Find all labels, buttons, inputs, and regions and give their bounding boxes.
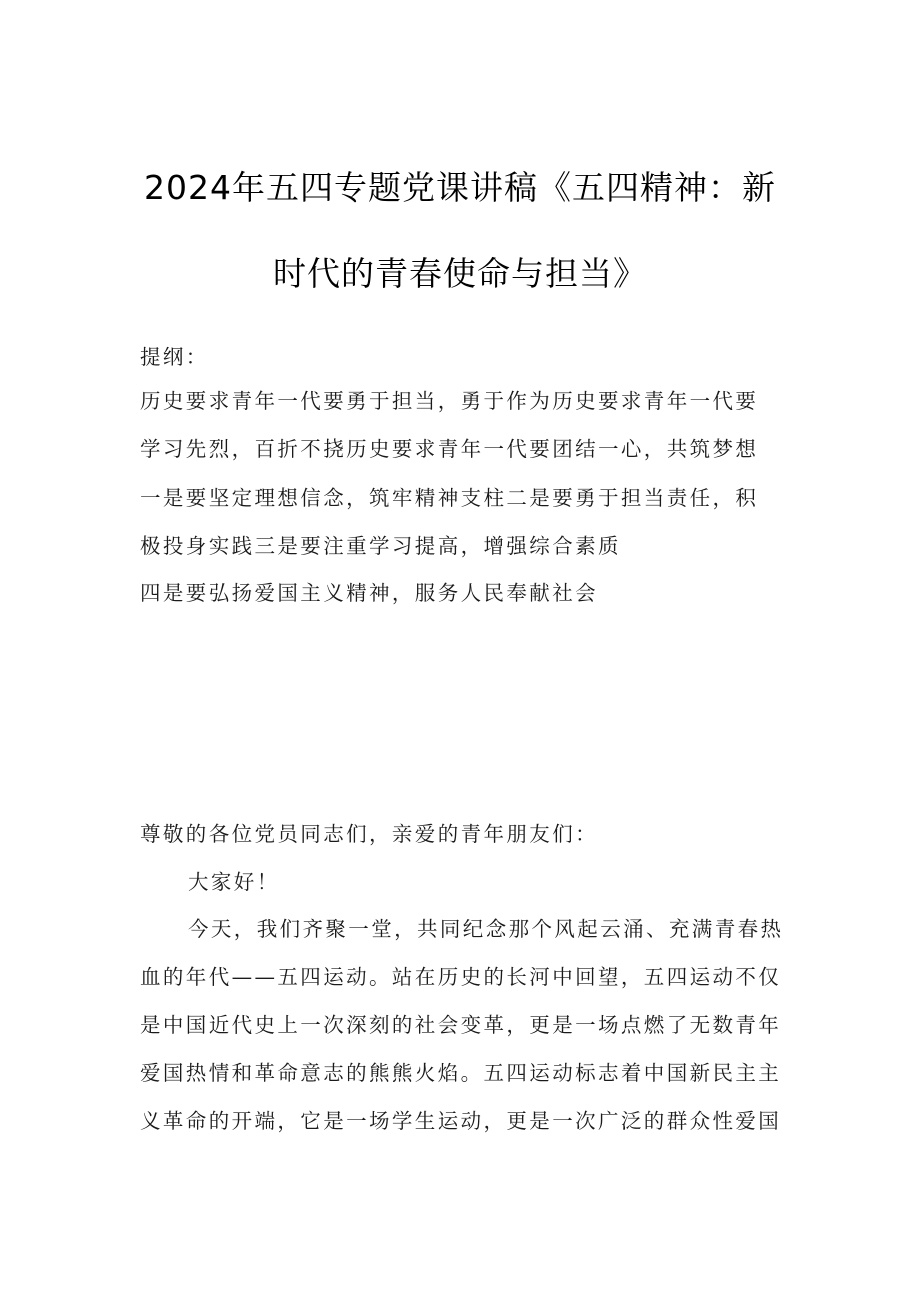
document-title-line-2: 时代的青春使命与担当》 — [273, 254, 647, 293]
speech-salutation: 尊敬的各位党员同志们，亲爱的青年朋友们： — [140, 822, 598, 846]
paragraph-line: 血的年代——五四运动。站在历史的长河中回望，五四运动不仅 — [140, 965, 782, 989]
outline-line: 一是要坚定理想信念，筑牢精神支柱二是要勇于担当责任，积 — [140, 486, 759, 510]
outline-label: 提纲： — [140, 345, 209, 369]
paragraph-line: 是中国近代史上一次深刻的社会变革，更是一场点燃了无数青年 — [140, 1013, 782, 1037]
document-title-line-1: 2024年五四专题党课讲稿《五四精神：新 — [144, 168, 776, 207]
outline-line: 极投身实践三是要注重学习提高，增强综合素质 — [140, 534, 621, 558]
outline-line: 历史要求青年一代要勇于担当，勇于作为历史要求青年一代要 — [140, 389, 759, 413]
paragraph-line: 义革命的开端，它是一场学生运动，更是一次广泛的群众性爱国 — [140, 1109, 782, 1133]
outline-line: 学习先烈，百折不挠历史要求青年一代要团结一心，共筑梦想 — [140, 437, 759, 461]
speech-greeting: 大家好！ — [188, 870, 280, 894]
outline-line: 四是要弘扬爱国主义精神，服务人民奉献社会 — [140, 581, 598, 605]
paragraph-line: 今天，我们齐聚一堂，共同纪念那个风起云涌、充满青春热 — [188, 917, 784, 941]
paragraph-line: 爱国热情和革命意志的熊熊火焰。五四运动标志着中国新民主主 — [140, 1061, 782, 1085]
